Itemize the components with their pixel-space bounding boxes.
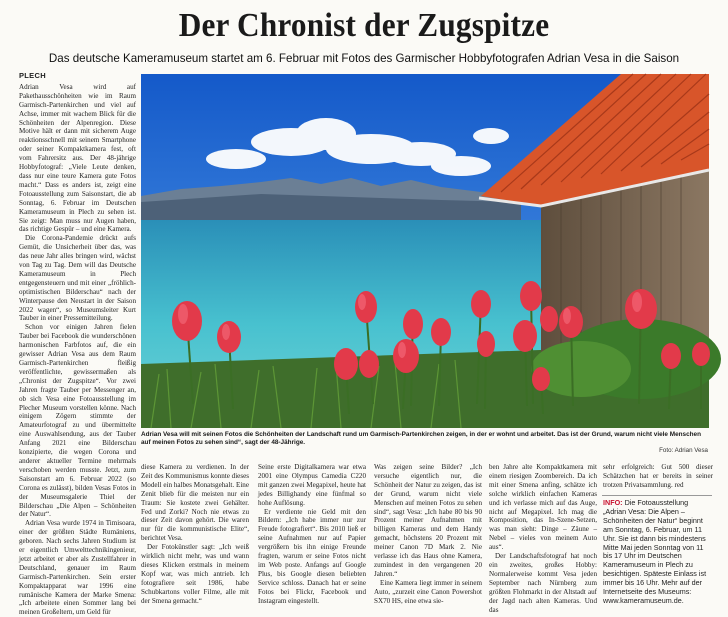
paragraph: Der Fotokünstler sagt: „Ich weiß wirklich nicht mehr, was und wann dieses Klicken erstmals in meinem Kopf war, was mich antrieb. Ich fotografiere seit 1986, habe Schubkartons voller Filme, alle mit der Smena gemacht.“	[141, 543, 249, 605]
divider	[602, 495, 712, 496]
paragraph: Er verdiente nie Geld mit den Bildern: „Ich habe immer nur zur Freude fotografiert“. Bis 2010 ließ er seine Aufnahmen nur auf Papier vergrößern bis ihn einige Freunde fragten, warum er seine Fotos nicht im Web poste. Anfangs auf Google Plus, bis Google diesen beliebten Service schloss. Danach hat er seine Fotos bei Flickr, Facebook und Instagram eingestellt.	[258, 507, 366, 605]
info-label: INFO:	[603, 498, 623, 507]
text-column-2	[258, 463, 366, 603]
paragraph: Eine Kamera liegt immer in seinem Auto, „zurzeit eine Canon Powershot SX70 HS, eine etwa sie-	[374, 578, 482, 605]
photo-credit: Foto: Adrian Vesa	[659, 447, 708, 454]
paragraph: Die Corona-Pandemie drückt aufs Gemüt, die Unsicherheit über das, was das neue Jahr alles bringen wird, wächst von Tag zu Tag. Dem will das Deutsche Kameramuseum in Plech entgegensteuern und mit einer „fröhlich-optimistischen Bilderschau“ nach der Winterpause den Neustart in der Saison 2022 wagen“, so Museumsleiter Kurt Tauber in einer Pressemitteilung.	[19, 234, 136, 323]
text-column-3	[374, 463, 482, 603]
article-photo	[141, 74, 709, 428]
headline: Der Chronist der Zugspitze	[178, 7, 550, 44]
text-column-5	[603, 463, 713, 493]
text-column-1	[141, 463, 249, 603]
paragraph: diese Kamera zu verdienen. In der Zeit des Kommunismus konnte dieses Modell ein halbes Monatsgehalt. Eine Zenit blieb für die meisten nur ein Traum: Sie kostete zwei Gehälter. Fed und Zorki? Noch nie etwas zu dieser Zeit davon gehört. Die waren nur für die kommunistische Elite“, berichtet Vesa.	[141, 463, 249, 543]
info-box	[603, 499, 713, 606]
paragraph: ben Jahre alte Kompaktkamera mit einem riesigen Zoombereich. Da ich mit einer Smena anfing, schätze ich solche wirklich einfachen Kameras und ich verlasse mich auf das Auge, nicht auf Megapixel. Ich mag die Komposition, das In-Szene-Setzen, was man sieht: Dinge – Zäune – Nebel – vieles von meinem Auto aus“.	[489, 463, 597, 552]
caption-text: Adrian Vesa will mit seinen Fotos die Schönheiten der Landschaft rund um Garmisch-Partenkirchen zeigen, in der er wohnt und arbeitet. Das ist der Grund, warum nicht viele Menschen auf meinen Fotos zu sehen sind“, sagt der 48-Jährige.	[141, 431, 702, 447]
paragraph: Schon vor einigen Jahren fielen Tauber bei Facebook die wunderschönen harmonischen Farbfotos auf, die ein gewisser Adrian Vesa aus dem Raum Garmisch-Partenkirchen fleißig veröffentlichte, gewissermaßen als „Chronist der Zugspitze“. Vor zwei Jahren fragte Tauber per Messenger an, ob sich Vesa eine Fotoausstellung im Plecher Museum vorstellen könne. Nach einigem Zögern stimmte der Amateurfotograf zu und übermittelte eine Auswahlsendung, aus der Tauber Anfang 2021 eine Bilderschau konzipierte, die wegen Corona und anderer aktueller Termine mehrmals verschoben werden musste. Jetzt, zum Saisonstart am 6. Februar 2022 (so Corona es zulässt), bilden Vesas Fotos in der Museumsgalerie Thiel der Bilderschau „Die Alpen – Schönheiten der Natur“.	[19, 323, 136, 519]
landscape-illustration	[141, 74, 709, 428]
paragraph: Adrian Vesa wurde 1974 in Timisoara, einer der größten Städte Rumäniens, geboren. Nach sechs Jahren Studium ist er eigentlich Umwelttechnikingenieur, jetzt arbeitet er aber als Zustellfahrer in Deutschland, genauer im Raum Garmisch-Partenkirchen. Sein erster Kompaktapparat war 1996 eine rumänische Kamera der Marke Smena: „Ich arbeitete einen Sommer lang bei meinen Großeltern, um Geld für	[19, 519, 136, 617]
subheadline: Das deutsche Kameramuseum startet am 6. Februar mit Fotos des Garmischer Hobbyfotografen Adrian Vesa in die Saison	[48, 52, 680, 65]
left-column	[19, 71, 136, 617]
paragraph: Der Landschaftsfotograf hat noch ein zweites, großes Hobby: Normalerweise kommt Vesa jeden September nach Nürnberg zum größten Flohmarkt in der Altstadt auf der Jagd nach alten Kameras. Und das	[489, 552, 597, 614]
paragraph: Seine erste Digitalkamera war etwa 2001 eine Olympus Camedia C220 mit ganzen zwei Megapixel, heute hat jedes Billighandy eine fünfmal so hohe Auflösung.	[258, 463, 366, 507]
paragraph: Adrian Vesa wird auf Pakethausschönheiten wie im Raum Garmisch-Partenkirchen und viel auf Achse, immer mit wachem Blick für die Schönheiten der Alpenregion. Diese Motive hält er dann mit sicherem Auge reaktionsschnell mit seinem Smartphone oder seiner Kompaktkamera fest, oft vom Fahrersitz aus. Der 48-jährige Hobbyfotograf: „Viele Leute denken, dass nur eine teure Kamera gute Fotos macht.“ Dass es anders ist, zeigt eine Fotoausstellung zum Saisonstart, die ab Sonntag, 6. Februar im Deutschen Kameramuseum in Plech zu sehen ist. Sie zeigt: Man muss nur Augen haben, das richtige Gespür – und eine Kamera.	[19, 82, 136, 234]
paragraph: sehr erfolgreich: Gut 500 dieser Schätzchen hat er bereits in seiner trotzen Privatsammlung. red	[603, 463, 713, 489]
photo-caption	[141, 431, 709, 448]
info-text: Die Fotoausstellung „Adrian Vesa: Die Alpen – Schönheiten der Natur“ beginnt am Sonntag, 6. Februar, um 11 Uhr. Sie ist dann bis mindestens Mitte Mai jeden Sonntag von 11 bis 17 Uhr im Deutschen Kameramuseum in Plech zu besichtigen. Späteste Einlass ist immer bis 16 Uhr. Mehr auf der Internetseite des Museums: www.kameramuseum.de.	[603, 498, 707, 605]
paragraph: Was zeigen seine Bilder? „Ich versuche eigentlich nur, die Schönheit der Natur zu zeigen, das ist der Grund, warum nicht viele Menschen auf meinen Fotos zu sehen sind“, sagt Vesa: „Ich habe 80 bis 90 Prozent meiner Aufnahmen mit billigen Kameras und dem Handy gemacht, höchstens 20 Prozent mit meiner Canon 7D Mark 2. Nie verlasse ich das Haus ohne Kamera, zumindest in den vergangenen 20 Jahren.“	[374, 463, 482, 578]
text-column-4	[489, 463, 597, 614]
dateline: PLECH	[19, 71, 46, 80]
